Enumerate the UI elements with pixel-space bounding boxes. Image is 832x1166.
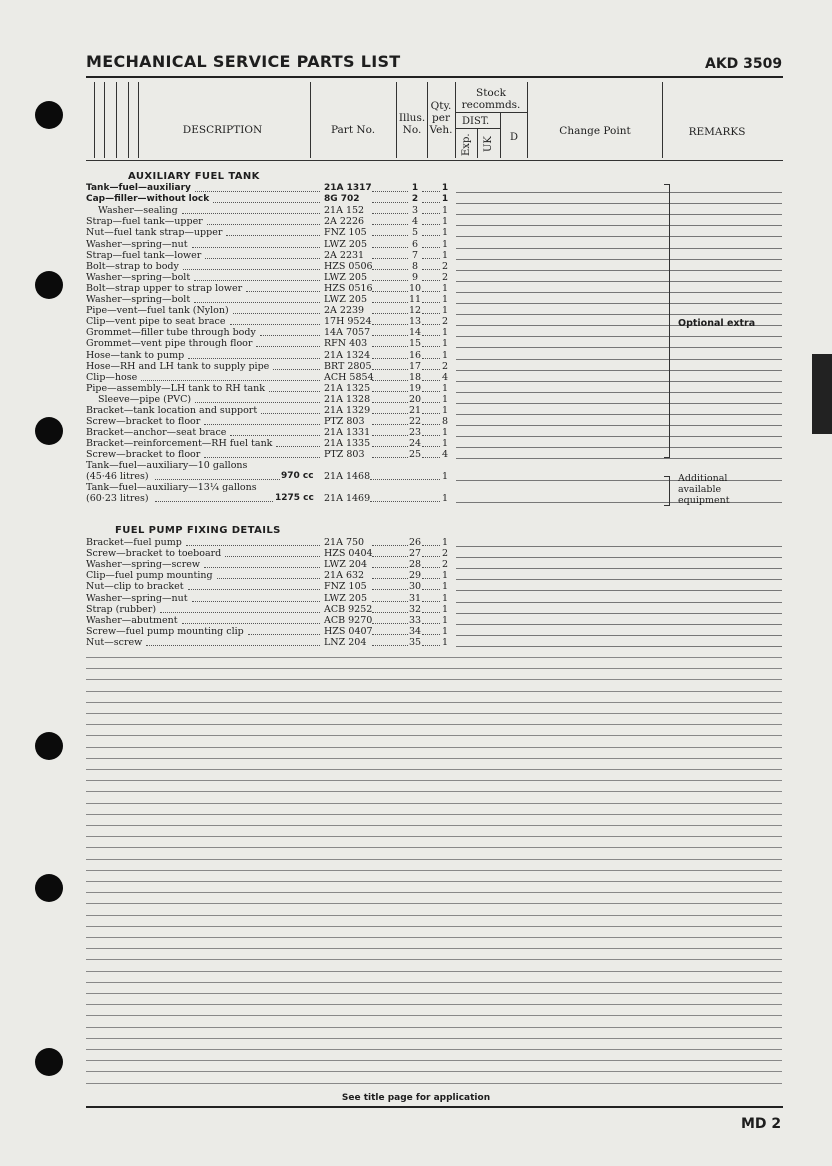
part-description: Nut—fuel tank strap—upper [86,227,223,239]
part-row [0,239,832,250]
optional-extra-bracket [664,184,670,458]
part-description: Screw—bracket to floor [86,449,201,461]
quantity-per-vehicle: 2 [441,260,449,272]
column-uk: UK [483,136,494,152]
quantity-per-vehicle: 1 [441,282,449,294]
part-number: 2A 2239 [324,305,365,317]
part-description: Tank—fuel—auxiliary [86,183,191,193]
illustration-number: 27 [409,548,422,560]
part-description: Pipe—assembly—LH tank to RH tank [86,382,266,394]
part-description: Strap—fuel tank—lower [86,249,202,261]
part-row [0,183,832,194]
quantity-per-vehicle: 1 [441,614,449,626]
part-number: HZS 0506 [324,260,373,272]
illustration-number: 29 [409,570,422,582]
footer-rule [86,1106,783,1108]
part-number: 21A 1331 [324,427,371,439]
part-row [0,581,832,592]
part-row [0,194,832,205]
page-number: MD 2 [741,1116,782,1132]
part-description: Screw—bracket to floor [86,416,201,428]
part-description: Bracket—fuel pump [86,537,182,548]
illustration-number: 11 [409,294,422,305]
part-number: FNZ 105 [324,227,367,239]
illustration-number: 34 [409,625,422,637]
illustration-number: 12 [409,305,422,317]
part-row [0,604,832,615]
part-description: Clip—hose [86,371,138,383]
illustration-number: 20 [409,393,422,405]
quantity-per-vehicle: 2 [441,271,449,283]
quantity-per-vehicle: 1 [441,338,449,350]
part-number: 21A 1325 [324,382,371,394]
quantity-per-vehicle: 2 [441,360,449,372]
quantity-per-vehicle: 1 [441,216,449,228]
quantity-per-vehicle: 1 [441,194,449,205]
extra-item-13-gallon-detail: (60·23 litres) 1275 cc 21A 1469 1 [0,493,832,504]
quantity-per-vehicle: 1 [441,636,449,648]
part-row [0,537,832,548]
quantity-per-vehicle: 1 [441,405,449,416]
part-row [0,283,832,294]
part-description: Pipe—vent—fuel tank (Nylon) [86,305,229,317]
part-number: PTZ 803 [324,416,365,428]
part-description: Washer—spring—nut [86,238,188,250]
part-description: Washer—sealing [98,205,178,217]
part-row [0,559,832,570]
part-row [0,272,832,283]
column-qty: Qty. per Veh. [429,100,453,136]
illustration-number: 6 [411,238,419,250]
binder-hole [35,732,63,760]
part-number: 21A 1329 [324,405,371,416]
part-description: Screw—bracket to toeboard [86,548,222,560]
quantity-per-vehicle: 1 [441,427,449,439]
column-illus: Illus. No. [398,112,426,136]
quantity-per-vehicle: 1 [441,183,449,193]
part-description: Washer—spring—screw [86,559,200,571]
illustration-number: 19 [409,382,422,394]
part-description: Clip—fuel pump mounting [86,570,213,582]
illustration-number: 14 [409,327,422,339]
part-number: 14A 7057 [324,327,371,339]
column-d: D [510,132,519,143]
quantity-per-vehicle: 1 [441,205,449,217]
additional-equipment-bracket [664,476,670,506]
part-number: BRT 2805 [324,360,372,372]
header-rule [86,76,783,78]
quantity-per-vehicle: 1 [441,625,449,637]
illustration-number: 17 [409,360,422,372]
illustration-number: 26 [409,537,422,548]
quantity-per-vehicle: 1 [441,327,449,339]
part-row [0,250,832,261]
part-row [0,637,832,648]
part-number: LWZ 204 [324,559,368,571]
part-number: LWZ 205 [324,294,368,305]
quantity-per-vehicle: 4 [441,371,449,383]
part-number: LNZ 204 [324,636,367,648]
illustration-number: 35 [409,636,422,648]
part-description: Bracket—tank location and support [86,405,258,416]
quantity-per-vehicle: 4 [441,449,449,461]
engine-size: 970 cc [281,471,314,481]
part-number: LWZ 205 [324,238,368,250]
quantity-per-vehicle: 2 [441,559,449,571]
part-description: Bolt—strap to body [86,260,179,272]
part-number: 21A 1324 [324,349,371,361]
part-row [0,593,832,604]
illustration-number: 9 [411,271,419,283]
engine-size: 1275 cc [275,493,314,503]
binder-hole [35,1048,63,1076]
part-number: LWZ 205 [324,592,368,604]
part-number: HZS 0404 [324,548,373,560]
column-exp: Exp. [461,133,472,156]
part-description: Hose—RH and LH tank to supply pipe [86,360,270,372]
illustration-number: 5 [411,227,419,239]
part-description: Bracket—reinforcement—RH fuel tank [86,438,273,450]
binder-hole [35,101,63,129]
quantity-per-vehicle: 2 [441,548,449,560]
illustration-number: 8 [411,260,419,272]
quantity-per-vehicle: 8 [441,416,449,428]
part-number: 21A 750 [324,537,365,548]
part-description: Nut—screw [86,636,143,648]
part-row [0,216,832,227]
header-bottom-rule [86,160,783,161]
quantity-per-vehicle: 1 [441,581,449,593]
section-title-auxiliary-fuel-tank: AUXILIARY FUEL TANK [128,171,260,182]
illustration-number: 25 [409,449,422,461]
quantity-per-vehicle: 2 [441,316,449,328]
part-description: Nut—clip to bracket [86,581,184,593]
quantity-per-vehicle: 1 [441,249,449,261]
part-description: Washer—abutment [86,614,178,626]
quantity-per-vehicle: 1 [441,238,449,250]
illustration-number: 33 [409,614,422,626]
part-row [0,449,832,460]
part-description: Washer—spring—nut [86,592,188,604]
part-row [0,394,832,405]
part-number: 8G 702 [324,194,360,205]
part-row [0,427,832,438]
part-row [0,405,832,416]
part-row [0,338,832,349]
illustration-number: 18 [409,371,422,383]
part-row [0,615,832,626]
quantity-per-vehicle: 1 [441,438,449,450]
part-number: 2A 2231 [324,249,365,261]
part-description: Hose—tank to pump [86,349,185,361]
part-description: Grommet—filler tube through body [86,327,256,339]
illustration-number: 22 [409,416,422,428]
page-title: MECHANICAL SERVICE PARTS LIST [86,52,401,71]
part-row [0,438,832,449]
part-number: 21A 1328 [324,393,371,405]
remark-additional-equipment: Additional available equipment [678,473,730,506]
part-number: 17H 9524 [324,316,372,328]
part-description: Screw—fuel pump mounting clip [86,625,244,637]
document-code: AKD 3509 [705,56,783,72]
footer-note: See title page for application [341,1093,491,1103]
part-row [0,350,832,361]
part-number: ACB 9252 [324,603,373,615]
extra-item-10-gallon: Tank—fuel—auxiliary—10 gallons [86,460,248,471]
column-dist: DIST. [462,116,490,127]
part-number: 21A 1335 [324,438,371,450]
part-row [0,305,832,316]
column-part-no: Part No. [330,124,376,136]
illustration-number: 4 [411,216,419,228]
illustration-number: 7 [411,249,419,261]
column-remarks: REMARKS [688,126,746,138]
part-number: FNZ 105 [324,581,367,593]
illustration-number: 24 [409,438,422,450]
part-number: 21A 1317 [324,183,372,193]
quantity-per-vehicle: 1 [441,393,449,405]
quantity-per-vehicle: 1 [441,349,449,361]
illustration-number: 16 [409,349,422,361]
illustration-number: 32 [409,603,422,615]
part-row [0,227,832,238]
part-row [0,361,832,372]
part-description: Sleeve—pipe (PVC) [98,393,192,405]
part-description: Bracket—anchor—seat brace [86,427,227,439]
quantity-per-vehicle: 1 [441,227,449,239]
part-row [0,294,832,305]
illustration-number: 31 [409,592,422,604]
quantity-per-vehicle: 1 [441,382,449,394]
part-row [0,548,832,559]
column-change-point: Change Point [559,125,631,137]
part-row [0,372,832,383]
part-number: 21A 632 [324,570,365,582]
illustration-number: 30 [409,581,422,593]
part-description: Cap—filler—without lock [86,194,210,205]
remark-optional-extra: Optional extra [678,318,756,329]
part-row [0,626,832,637]
part-row [0,383,832,394]
illustration-number: 10 [409,282,422,294]
part-description: Clip—vent pipe to seat brace [86,316,226,328]
quantity-per-vehicle: 1 [441,592,449,604]
part-description: Strap (rubber) [86,603,157,615]
illustration-number: 13 [409,316,422,328]
part-row [0,261,832,272]
section-title-fuel-pump-fixing-details: FUEL PUMP FIXING DETAILS [115,525,281,536]
part-row [0,416,832,427]
quantity-per-vehicle: 1 [441,570,449,582]
part-row [0,205,832,216]
column-description: DESCRIPTION [182,124,263,136]
part-number: 21A 152 [324,205,365,217]
column-stock: Stock recommds. [461,87,521,111]
illustration-number: 23 [409,427,422,439]
illustration-number: 3 [411,205,419,217]
part-number: HZS 0407 [324,625,373,637]
part-row [0,570,832,581]
part-number: HZS 0516 [324,282,373,294]
illustration-number: 28 [409,559,422,571]
part-number: ACH 5854 [324,371,374,383]
part-description: Grommet—vent pipe through floor [86,338,253,350]
illustration-number: 1 [411,183,419,193]
part-number: RFN 403 [324,338,368,350]
illustration-number: 21 [409,405,422,416]
part-number: 2A 2226 [324,216,365,228]
part-number: PTZ 803 [324,449,365,461]
quantity-per-vehicle: 1 [441,537,449,548]
illustration-number: 2 [411,194,419,205]
binder-hole [35,874,63,902]
part-description: Bolt—strap upper to strap lower [86,282,243,294]
part-number: ACB 9270 [324,614,373,626]
part-description: Washer—spring—bolt [86,271,191,283]
extra-item-13-gallon: Tank—fuel—auxiliary—13¼ gallons [86,482,257,493]
quantity-per-vehicle: 1 [441,294,449,305]
part-description: Strap—fuel tank—upper [86,216,203,228]
quantity-per-vehicle: 1 [441,305,449,317]
quantity-per-vehicle: 1 [441,603,449,615]
part-description: Washer—spring—bolt [86,294,191,305]
part-number: LWZ 205 [324,271,368,283]
illustration-number: 15 [409,338,422,350]
extra-item-10-gallon-detail: (45·46 litres) 970 cc 21A 1468 1 [0,471,832,482]
